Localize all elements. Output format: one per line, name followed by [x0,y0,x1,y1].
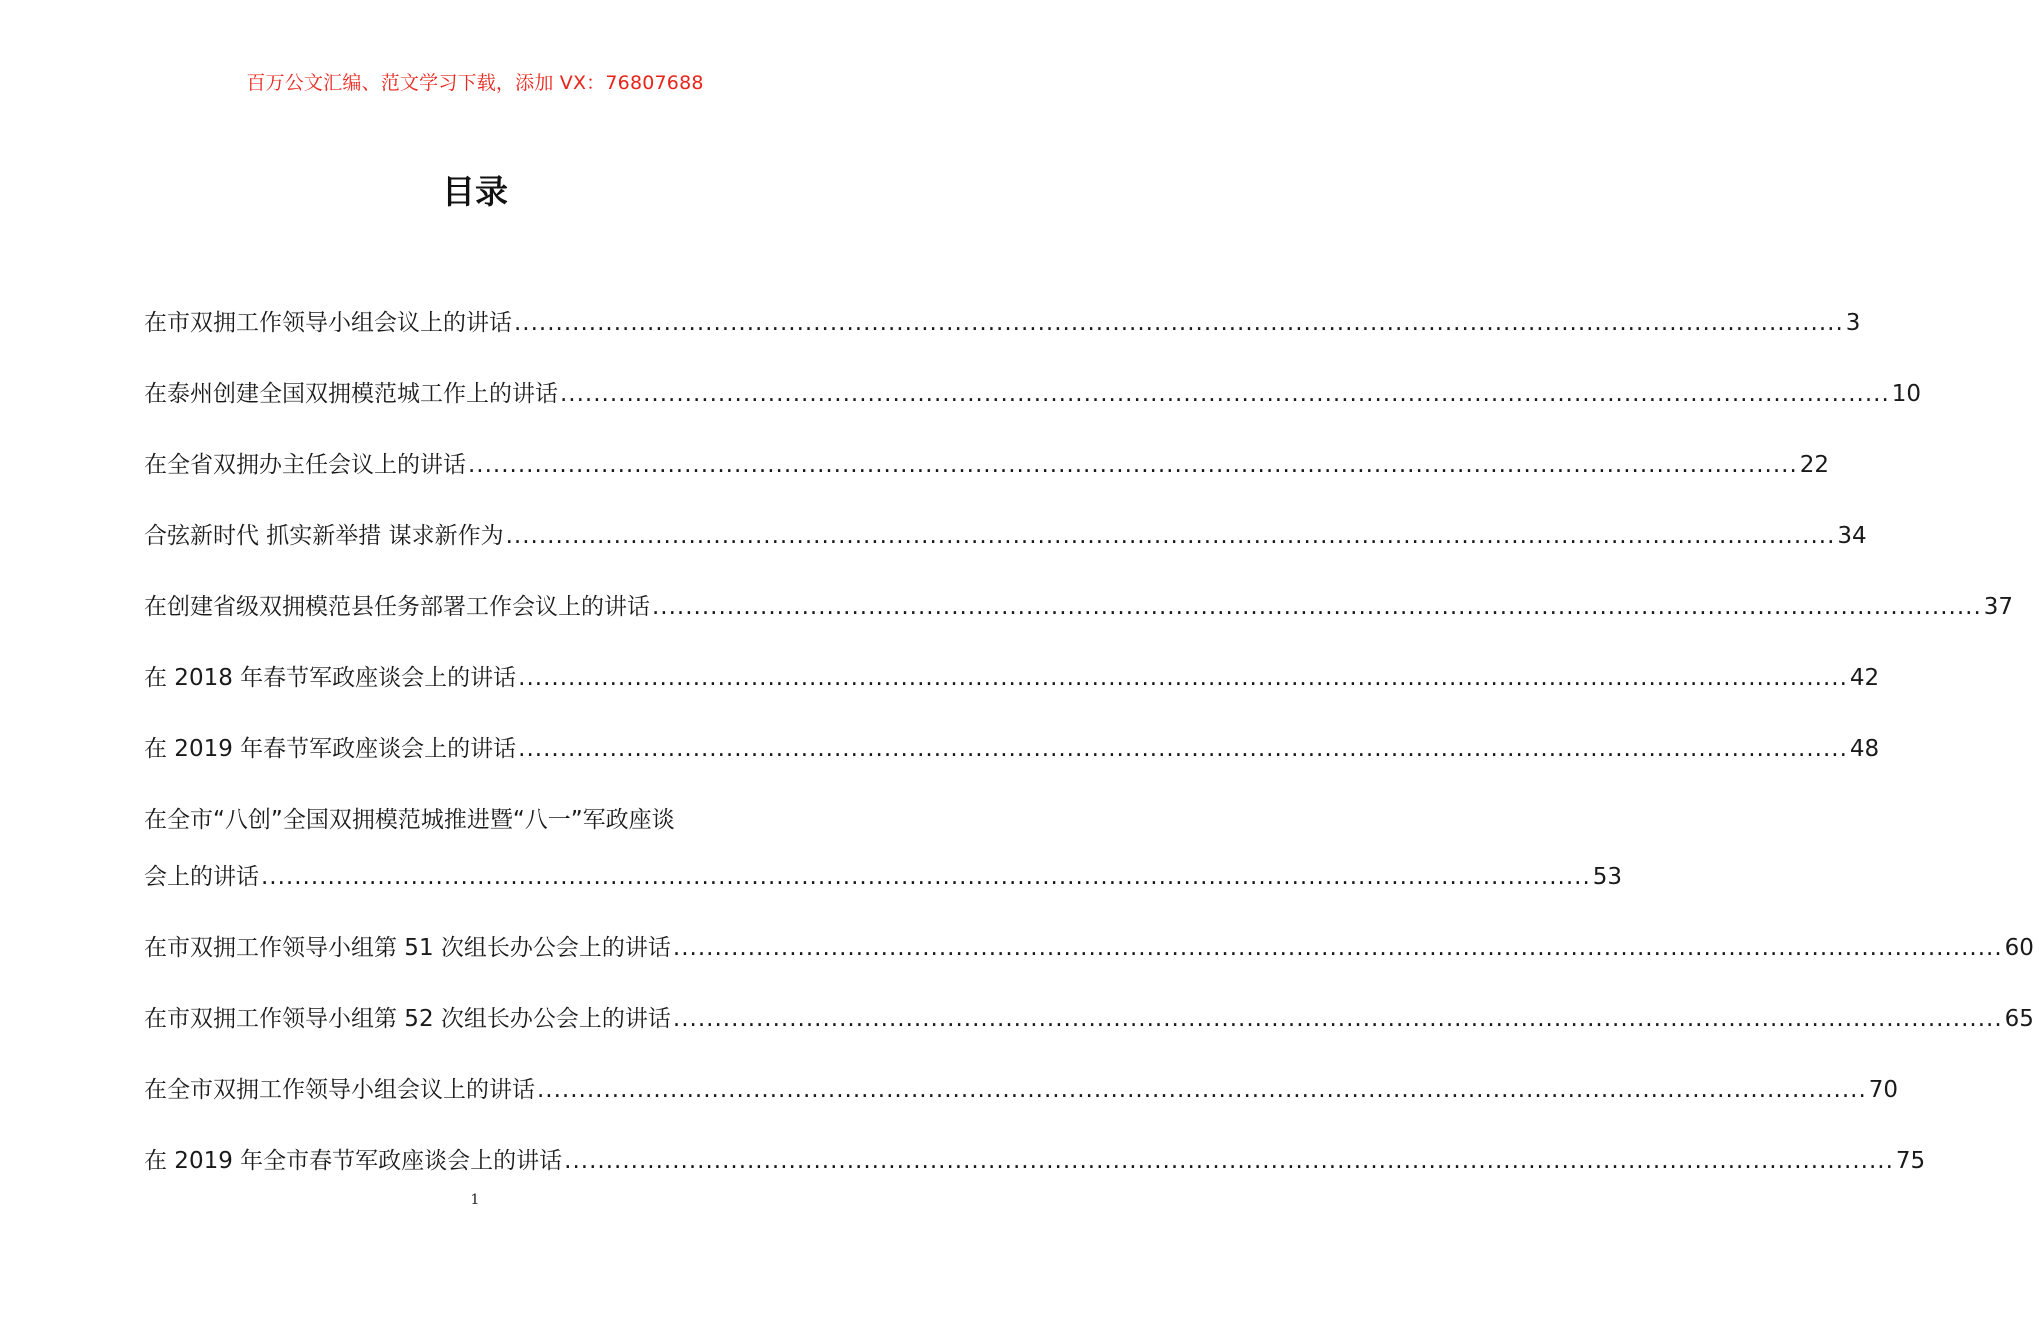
toc-leader-dots: ................................................................................................................................................................ [518,665,1848,691]
toc-entry[interactable] [144,998,2034,1041]
toc-entry-page: 60 [2004,935,2034,961]
toc-entry-page: 37 [1983,594,2014,620]
toc-entry-title: 在泰州创建全国双拥模范城工作上的讲话 [144,381,558,407]
page-title: 目录 [442,172,508,211]
toc-entry-title: 在全省双拥办主任会议上的讲话 [144,452,466,478]
toc-entry[interactable] [144,302,1861,345]
toc-leader-dots: ................................................................................................................................................................ [518,736,1848,762]
toc-entry-title: 在市双拥工作领导小组会议上的讲话 [144,310,512,336]
toc-entry-title: 在全市双拥工作领导小组会议上的讲话 [144,1077,535,1103]
toc-entry-page: 70 [1868,1077,1899,1103]
toc-leader-dots: ................................................................................................................................................................ [564,1148,1894,1174]
toc-entry-title: 在 2019 年全市春节军政座谈会上的讲话 [144,1148,563,1174]
toc-entry-page: 75 [1895,1148,1926,1174]
toc-entry-title: 在 2019 年春节军政座谈会上的讲话 [144,736,517,762]
header-watermark-note: 百万公文汇编、范文学习下载，添加 VX：76807688 [246,72,704,94]
toc-entry-page: 65 [2004,1006,2034,1032]
toc-entry[interactable] [144,444,1830,487]
toc-entry-page: 53 [1592,864,1623,890]
table-of-contents [144,302,2034,1211]
toc-entry-title: 合弦新时代 抓实新举措 谋求新作为 [144,523,504,549]
toc-leader-dots: ................................................................................................................................................................ [537,1077,1867,1103]
toc-leader-dots: ................................................................................................................................................................ [560,381,1890,407]
toc-leader-dots: ................................................................................................................................................................ [652,594,1982,620]
toc-entry-page: 22 [1799,452,1830,478]
toc-entry-title: 在 2018 年春节军政座谈会上的讲话 [144,665,517,691]
toc-leader-dots: ................................................................................................................................................................ [468,452,1798,478]
toc-entry[interactable] [144,799,1623,899]
toc-entry-title: 在市双拥工作领导小组第 51 次组长办公会上的讲话 [144,935,671,961]
toc-entry-page: 3 [1845,310,1861,336]
toc-entry[interactable] [144,657,1880,700]
toc-entry[interactable] [144,927,2034,970]
toc-entry-page: 42 [1849,665,1880,691]
toc-entry-page: 48 [1849,736,1880,762]
toc-leader-dots: ................................................................................................................................................................ [514,310,1844,336]
toc-entry-title: 在创建省级双拥模范县任务部署工作会议上的讲话 [144,594,650,620]
toc-entry-page: 34 [1837,523,1867,549]
toc-entry[interactable] [144,1069,1899,1112]
toc-leader-dots: ................................................................................................................................................................ [261,864,1591,890]
toc-entry-title: 在全市“八创”全国双拥模范城推进暨“八一”军政座谈 [144,807,675,833]
toc-entry-page: 10 [1891,381,1922,407]
toc-entry[interactable] [144,586,2014,629]
toc-entry-title: 在市双拥工作领导小组第 52 次组长办公会上的讲话 [144,1006,671,1032]
toc-entry[interactable] [144,373,1922,416]
toc-entry[interactable] [144,728,1880,771]
toc-entry[interactable] [144,515,1867,558]
toc-leader-dots: ................................................................................................................................................................ [672,1006,2003,1032]
page-number: 1 [470,1192,480,1208]
toc-entry[interactable] [144,1140,1926,1183]
toc-entry-title-continued: 会上的讲话 [144,864,259,890]
toc-leader-dots: ................................................................................................................................................................ [672,935,2003,961]
toc-leader-dots: ................................................................................................................................................................ [505,523,1836,549]
